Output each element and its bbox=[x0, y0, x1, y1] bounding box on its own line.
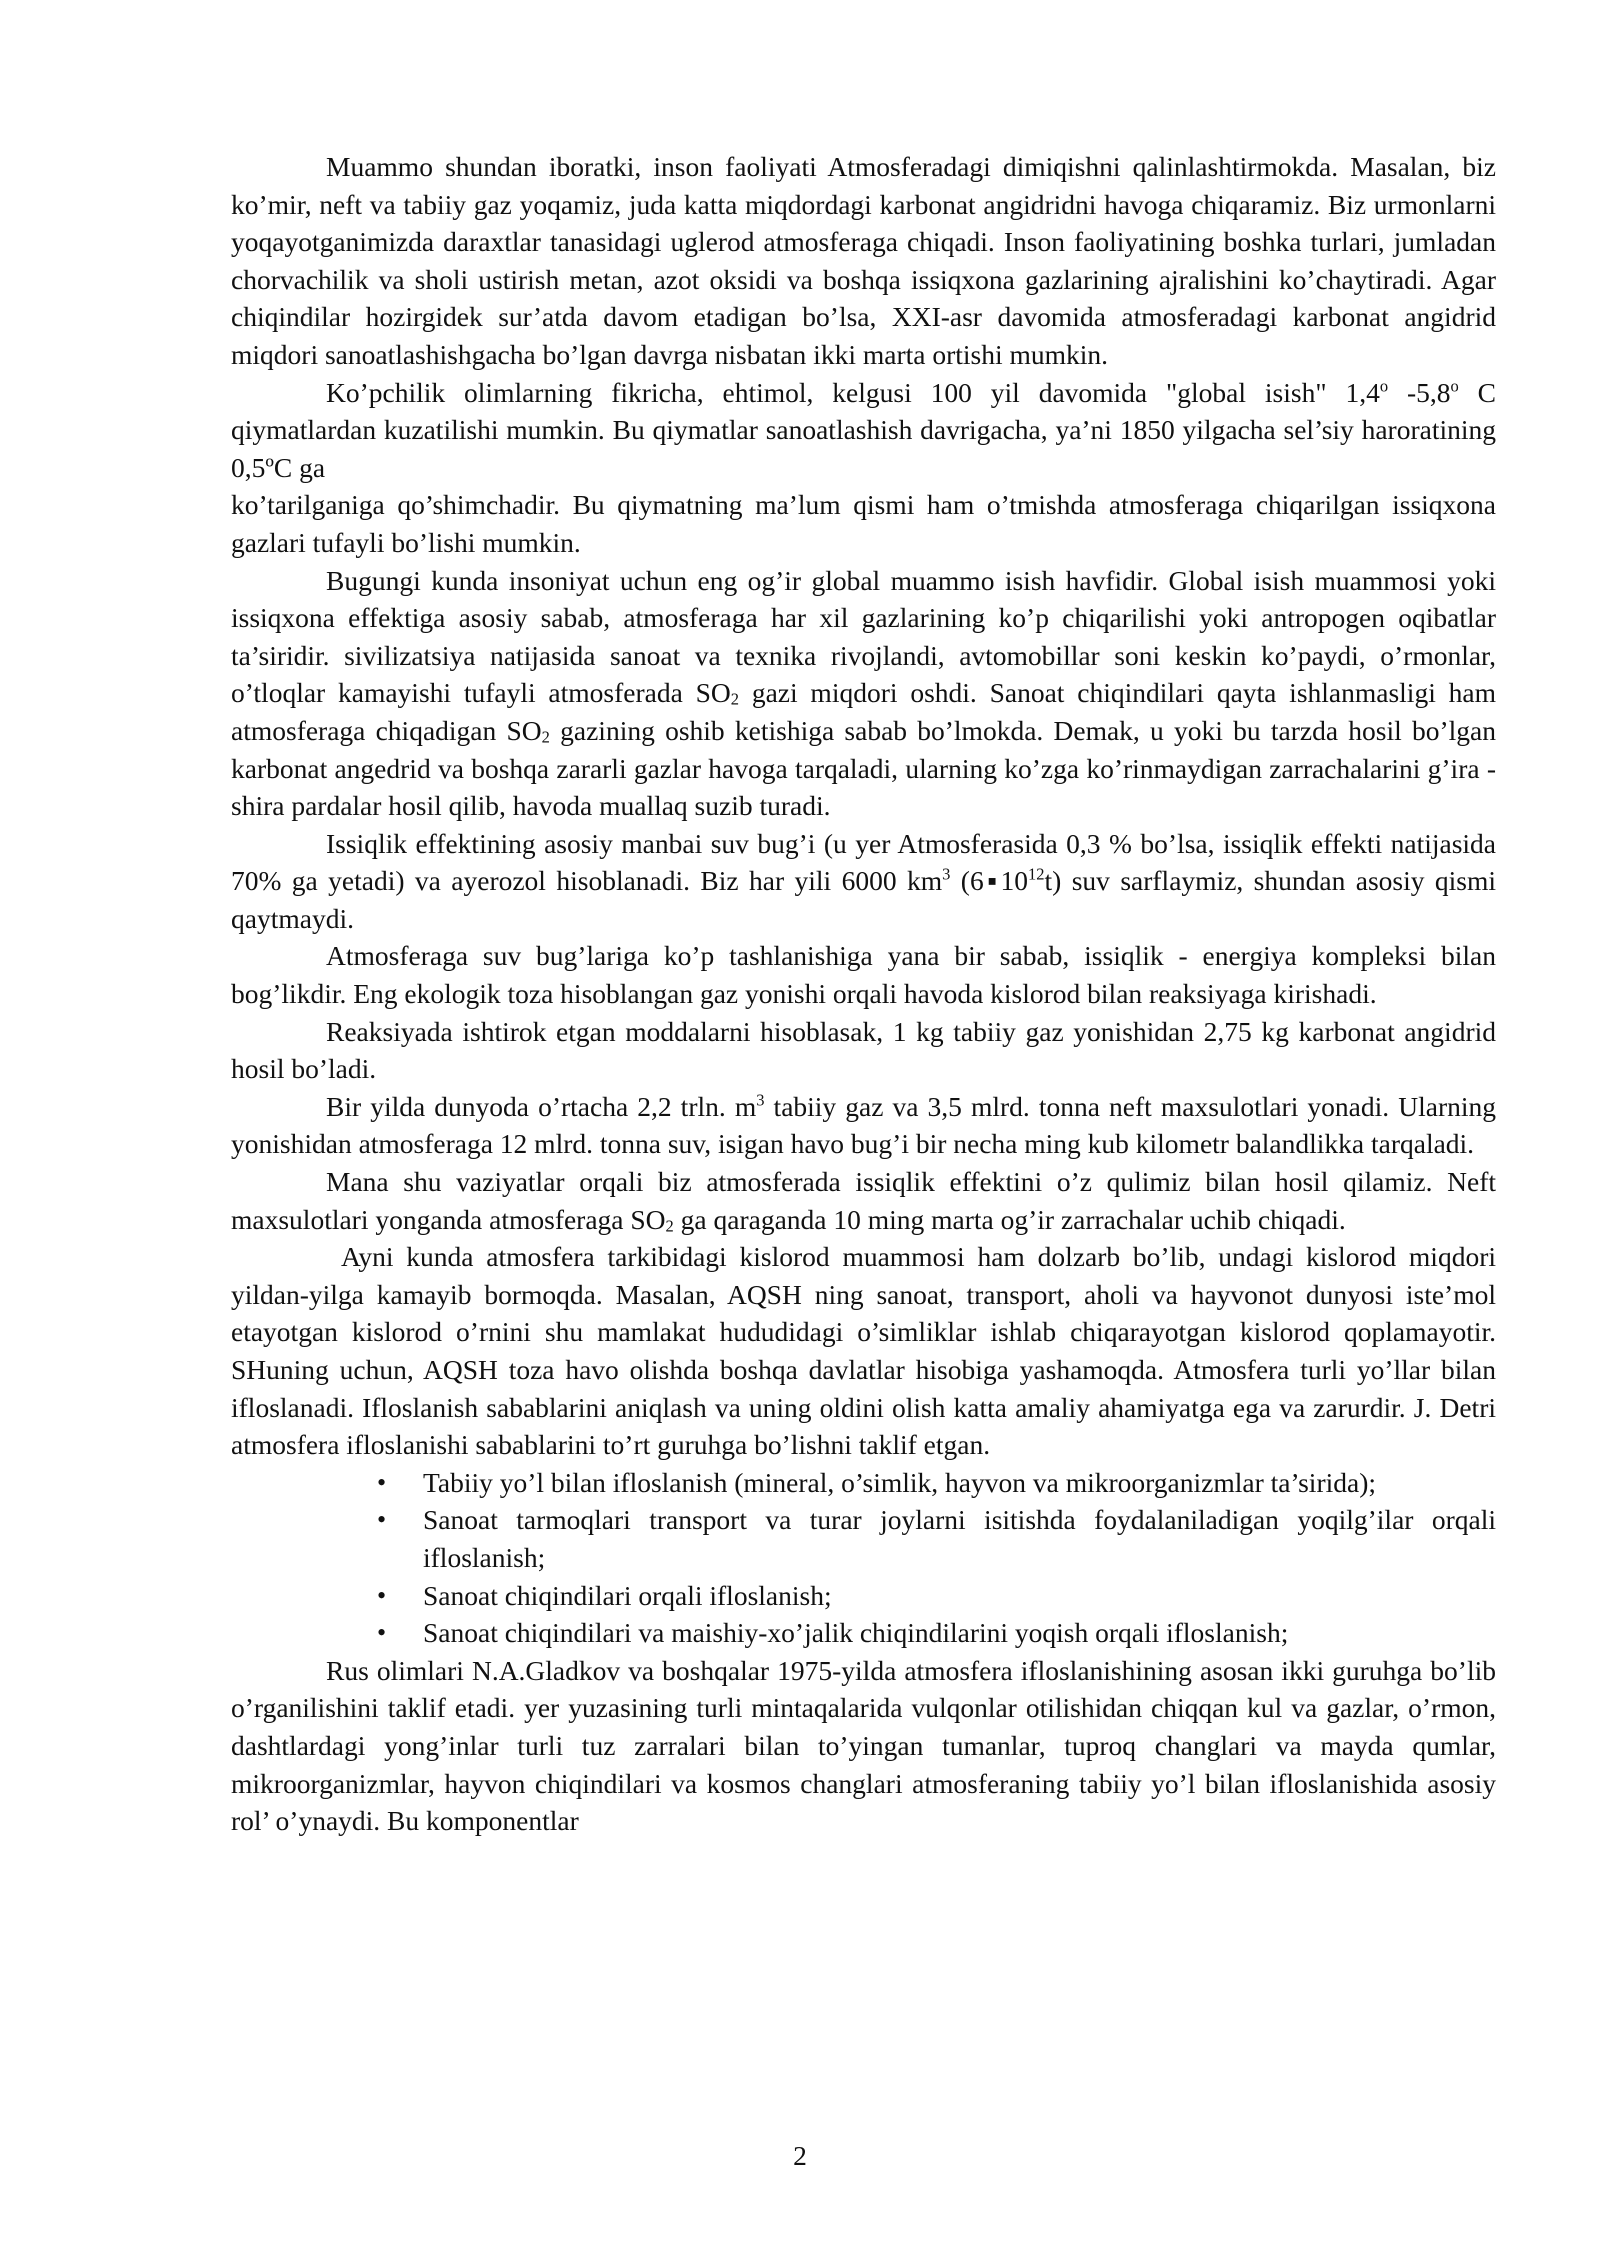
subscript: 2 bbox=[730, 689, 740, 709]
paragraph-9-text-a: Mana shu vaziyatlar orqali biz atmosferada issiqlik effektini o’z qulimiz bilan hosil qilamiz. Neft maxsulotlari yonganda atmosferaga SO bbox=[231, 1166, 1496, 1235]
bullet-icon: • bbox=[377, 1580, 387, 1610]
paragraph-5-text-c: t) suv sarflaymiz, shundan asosiy qismi qaytmaydi. bbox=[231, 865, 1497, 934]
paragraph-2-text-b: -5,8 bbox=[1388, 376, 1451, 408]
page-number: 2 bbox=[793, 2140, 807, 2171]
paragraph-4 bbox=[231, 562, 1496, 825]
list-item bbox=[377, 1501, 1496, 1576]
paragraph-9 bbox=[231, 1163, 1496, 1238]
paragraph-7 bbox=[231, 1013, 1496, 1088]
paragraph-2 bbox=[231, 374, 1496, 487]
list-item-text: Sanoat tarmoqlari transport va turar joylarni isitishda foydalaniladigan yoqilg’ilar orqali ifloslanish; bbox=[423, 1504, 1496, 1573]
paragraph-8 bbox=[231, 1088, 1496, 1163]
paragraph-8-text-a: Bir yilda dunyoda o’rtacha 2,2 trln. m bbox=[326, 1090, 757, 1122]
list-item bbox=[377, 1614, 1496, 1652]
paragraph-4-text-a: Bugungi kunda insoniyat uchun eng og’ir global muammo isish havfidir. Global isish muammosi yoki issiqxona effektiga asosiy sabab, atmosferaga har xil gazlarining ko’p chiqarilishi yoki antropogen oqibatlar ta’siridir. sivilizatsiya natijasida sanoat va texnika rivojlandi, avtomobillar soni keskin ko’paydi, o’rmonlar, o’tloqlar kamayishi tufayli atmosferada SO bbox=[231, 564, 1496, 709]
paragraph-3-text: ko’tarilganiga qo’shimchadir. Bu qiymatning ma’lum qismi ham o’tmishda atmosferaga chiqarilgan issiqxona gazlari tufayli bo’lishi mumkin. bbox=[231, 489, 1496, 558]
paragraph-1-text: Muammo shundan iboratki, inson faoliyati Atmosferadagi dimiqishni qalinlashtirmokda. Masalan, biz ko’mir, neft va tabiiy gaz yoqamiz, juda katta miqdordagi karbonat angidridni havoga chiqaramiz. Biz urmonlarni yoqayotganimizda daraxtlar tanasidagi uglerod atmosferaga chiqadi. Inson faoliyatining boshka turlari, jumladan chorvachilik va sholi ustirish metan, azot oksidi va boshqa issiqxona gazlarining ajralishini ko’chaytiradi. Agar chiqindilar hozirgidek sur’atda davom etadigan bo’lsa, XXI-asr davomida atmosferadagi karbonat angidrid miqdori sanoatlashishgacha bo’lgan davrga nisbatan ikki marta ortishi mumkin. bbox=[231, 151, 1496, 370]
pollution-causes-list bbox=[231, 1464, 1496, 1652]
superscript: 12 bbox=[1028, 864, 1045, 884]
paragraph-10 bbox=[231, 1238, 1496, 1464]
paragraph-7-text: Reaksiyada ishtirok etgan moddalarni hisoblasak, 1 kg tabiiy gaz yonishidan 2,75 kg karbonat angidrid hosil bo’ladi. bbox=[231, 1015, 1496, 1085]
bullet-icon: • bbox=[377, 1618, 387, 1648]
paragraph-11 bbox=[231, 1652, 1496, 1840]
paragraph-9-text-b: ga qaraganda 10 ming marta og’ir zarrachalar uchib chiqadi. bbox=[673, 1203, 1346, 1235]
paragraph-6-text: Atmosferaga suv bug’lariga ko’p tashlanishiga yana bir sabab, issiqlik - energiya kompleksi bilan bog’likdir. Eng ekologik toza hisoblangan gaz yonishi orqali havoda kislorod bilan reaksiyaga kirishadi. bbox=[231, 940, 1496, 1010]
paragraph-3 bbox=[231, 486, 1496, 561]
document-body bbox=[231, 148, 1496, 1840]
list-item-text: Sanoat chiqindilari va maishiy-xo’jalik chiqindilarini yoqish orqali ifloslanish; bbox=[423, 1617, 1289, 1649]
paragraph-5-text-a: Issiqlik effektining asosiy manbai suv bug’i (u yer Atmosferasida 0,3 % bo’lsa, issiqlik effekti natijasida 70% ga yetadi) va ayerozol hisoblanadi. Biz har yili 6000 km bbox=[231, 827, 1496, 897]
paragraph-2-text-a: Ko’pchilik olimlarning fikricha, ehtimol, kelgusi 100 yil davomida "global isish" 1,4 bbox=[326, 376, 1380, 408]
bullet-icon: • bbox=[377, 1505, 387, 1535]
paragraph-4-text-c: gazining oshib ketishiga sabab bo’lmokda. Demak, u yoki bu tarzda hosil bo’lgan karbonat angedrid va boshqa zararli gazlar havoga tarqaladi, ularning ko’zga ko’rinmaydigan zarrachalarini g’ira - shira pardalar hosil qilib, havoda muallaq suzib turadi. bbox=[231, 714, 1496, 822]
degree-superscript: o bbox=[1379, 375, 1389, 395]
degree-superscript: o bbox=[1450, 375, 1459, 395]
paragraph-5 bbox=[231, 825, 1496, 938]
paragraph-10-text: Ayni kunda atmosfera tarkibidagi kislorod muammosi ham dolzarb bo’lib, undagi kislorod miqdori yildan-yilga kamayib bormoqda. Masalan, AQSH ning sanoat, transport, aholi va hayvonot dunyosi iste’mol etayotgan kislorod o’rnini shu mamlakat hududidagi o’simliklar ishlab chiqarayotgan kislorod qoplamayotir. SHuning uchun, AQSH toza havo olishda boshqa davlatlar hisobiga yashamoqda. Atmosfera turli yo’llar bilan ifloslanadi. Ifloslanish sabablarini aniqlash va uning oldini olish katta amaliy ahamiyatga ega va zarurdir. J. Detri atmosfera ifloslanishi sabablarini to’rt guruhga bo’lishni taklif etgan. bbox=[231, 1241, 1496, 1461]
superscript: 3 bbox=[756, 1090, 765, 1110]
subscript: 2 bbox=[541, 727, 550, 747]
paragraph-8-text-b: tabiiy gaz va 3,5 mlrd. tonna neft maxsulotlari yonadi. Ularning yonishidan atmosferaga 12 mlrd. tonna suv, isigan havo bug’i bir necha ming kub kilometr balandlikka tarqaladi. bbox=[231, 1090, 1496, 1160]
paragraph-6 bbox=[231, 937, 1496, 1012]
paragraph-11-text: Rus olimlari N.A.Gladkov va boshqalar 1975-yilda atmosfera ifloslanishining asosan ikki guruhga bo’lib o’rganilishini taklif etadi. yer yuzasining turli mintaqalarida vulqonlar otilishidan chiqqan kul va gazlar, o’rmon, dashtlardagi yong’inlar turli tuz zarralari bilan to’yingan tumanlar, tuproq changlari va mayda qumlar, mikroorganizmlar, hayvon chiqindilari va kosmos changlari atmosferaning tabiiy yo’l bilan ifloslanishida asosiy rol’ o’ynaydi. Bu komponentlar bbox=[231, 1654, 1496, 1837]
paragraph-5-text-b: (6▪10 bbox=[950, 865, 1029, 897]
list-item-text: Sanoat chiqindilari orqali ifloslanish; bbox=[423, 1579, 832, 1611]
paragraph-1 bbox=[231, 148, 1496, 374]
list-item bbox=[377, 1577, 1496, 1615]
list-item bbox=[377, 1464, 1496, 1502]
bullet-icon: • bbox=[377, 1467, 387, 1497]
paragraph-4-text-b: gazi miqdori oshdi. Sanoat chiqindilari qayta ishlanmasligi ham atmosferaga chiqadigan SO bbox=[231, 677, 1496, 746]
paragraph-2-text-c: C qiymatlardan kuzatilishi mumkin. Bu qiymatlar sanoatlashish davrigacha, ya’ni 1850 yilgacha sel’siy haroratining 0,5ºC ga bbox=[231, 376, 1496, 483]
list-item-text: Tabiiy yo’l bilan ifloslanish (mineral, o’simlik, hayvon va mikroorganizmlar ta’sirida); bbox=[423, 1466, 1376, 1498]
superscript: 3 bbox=[942, 864, 951, 884]
subscript: 2 bbox=[665, 1216, 674, 1236]
